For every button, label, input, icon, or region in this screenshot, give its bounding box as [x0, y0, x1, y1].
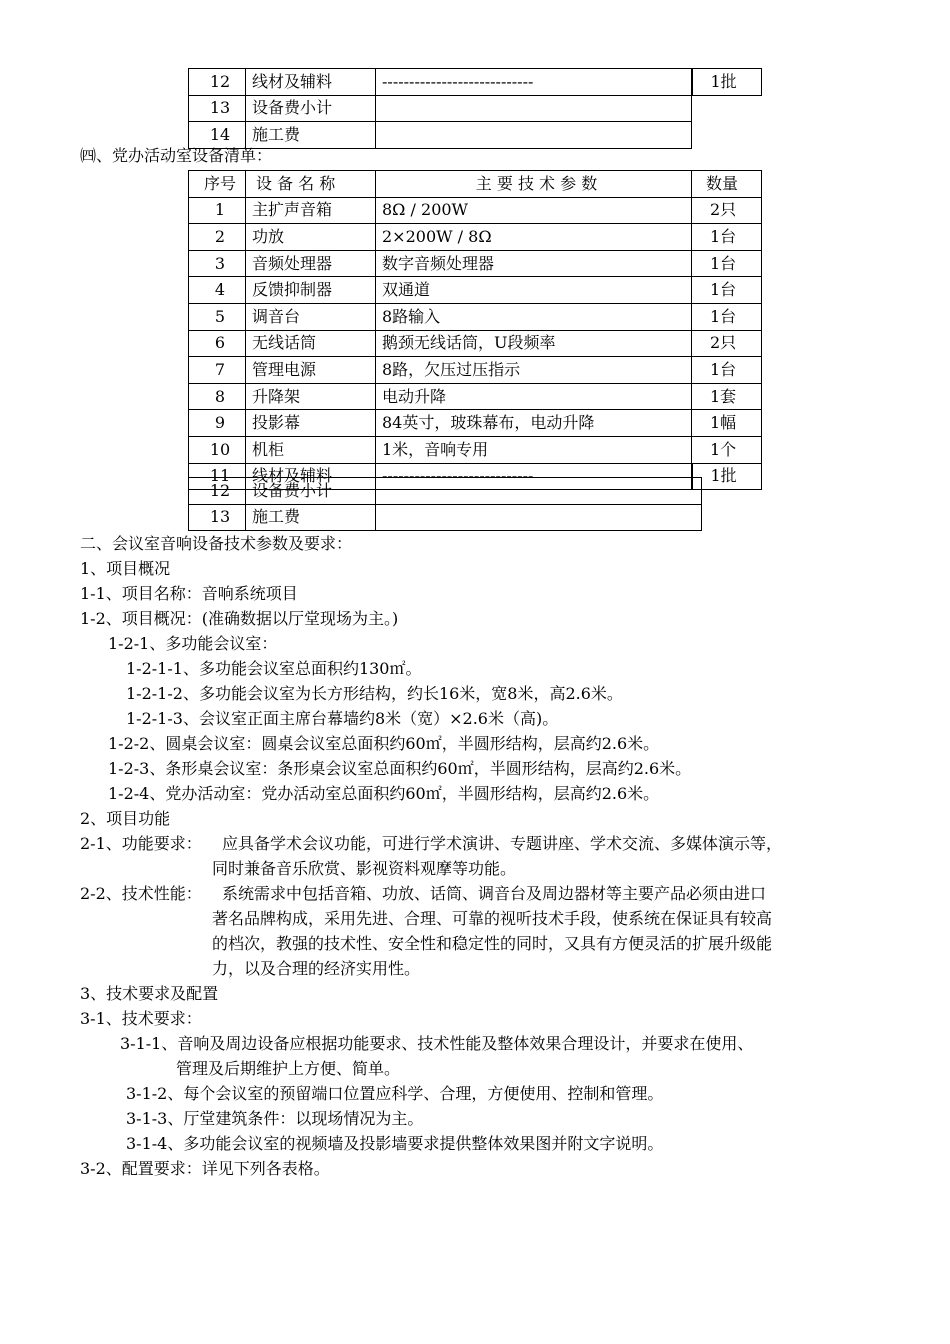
row-name: 主扩声音箱	[246, 197, 376, 224]
row-name: 升降架	[246, 383, 376, 410]
row-no: 2	[189, 224, 246, 251]
row-qty: 1台	[692, 277, 762, 304]
header-qty: 数量	[692, 171, 762, 198]
row-no: 11	[189, 463, 246, 490]
row-qty: 1幅	[692, 410, 762, 437]
row-no: 4	[189, 277, 246, 304]
table-row	[189, 250, 762, 277]
row-no: 3	[189, 250, 246, 277]
table-row	[189, 330, 762, 357]
row-name: 无线话筒	[246, 330, 376, 357]
row-name: 机柜	[246, 436, 376, 463]
technical-performance-line-1: 系统需求中包括音箱、功放、话筒、调音台及周边器材等主要产品必须由进口	[222, 884, 767, 903]
table-row	[189, 504, 702, 531]
row-param: 电动升降	[376, 383, 692, 410]
multi-function-room-curtain-wall: 1-2-1-3、会议室正面主席台幕墙约8米（宽）×2.6米（高)。	[126, 709, 559, 728]
table-top-continuation	[188, 68, 762, 149]
row-qty	[692, 95, 762, 122]
table-row	[189, 69, 762, 96]
row-param: 84英寸，玻珠幕布，电动升降	[376, 410, 692, 437]
row-qty: 1台	[692, 357, 762, 384]
tech-requirements-heading: 3-1、技术要求：	[80, 1009, 202, 1028]
row-no: 6	[189, 330, 246, 357]
project-name: 1-1、项目名称：音响系统项目	[80, 584, 298, 603]
heading-project-function: 2、项目功能	[80, 809, 171, 828]
row-name: 投影幕	[246, 410, 376, 437]
heading-section-2: 二、会议室音响设备技术参数及要求：	[80, 534, 353, 553]
row-name: 反馈抑制器	[246, 277, 376, 304]
row-qty: 1台	[692, 303, 762, 330]
function-requirement-line-2: 同时兼备音乐欣赏、影视资料观摩等功能。	[212, 859, 517, 878]
row-no: 12	[189, 478, 246, 505]
table-row	[189, 478, 702, 505]
row-name: 设备费小计	[246, 478, 376, 505]
technical-performance-label: 2-2、技术性能：	[80, 884, 202, 903]
function-requirement-label: 2-1、功能要求：	[80, 834, 202, 853]
row-no: 8	[189, 383, 246, 410]
technical-performance-line-4: 力，以及合理的经济实用性。	[212, 959, 421, 978]
row-param: 1米，音响专用	[376, 436, 692, 463]
table-row	[189, 122, 762, 149]
row-qty: 1个	[692, 436, 762, 463]
row-no: 7	[189, 357, 246, 384]
row-name: 施工费	[246, 122, 376, 149]
header-param: 主 要 技 术 参 数	[376, 171, 692, 198]
multi-function-room-heading: 1-2-1、多功能会议室：	[108, 634, 278, 653]
row-param: 数字音频处理器	[376, 250, 692, 277]
table-header-row	[189, 171, 762, 198]
row-qty: 1台	[692, 224, 762, 251]
table-party-room-totals	[188, 477, 702, 531]
table-row	[189, 303, 762, 330]
row-param	[376, 504, 702, 531]
row-param: ----------------------------	[376, 69, 692, 96]
row-name: 线材及辅料	[246, 69, 376, 96]
technical-performance-line-2: 著名品牌构成，采用先进、合理、可靠的视听技术手段，使系统在保证具有较高	[212, 909, 773, 928]
heading-tech-config: 3、技术要求及配置	[80, 984, 219, 1003]
party-activity-room: 1-2-4、党办活动室：党办活动室总面积约60㎡，半圆形结构，层高约2.6米。	[108, 784, 660, 803]
row-no: 13	[189, 95, 246, 122]
config-requirements: 3-2、配置要求：详见下列各表格。	[80, 1159, 330, 1178]
table-row	[189, 197, 762, 224]
row-qty: 1批	[692, 69, 762, 96]
row-qty: 1台	[692, 250, 762, 277]
table-row	[189, 436, 762, 463]
long-table-room: 1-2-3、条形桌会议室：条形桌会议室总面积约60㎡，半圆形结构，层高约2.6米。	[108, 759, 692, 778]
heading-project-overview: 1、项目概况	[80, 559, 171, 578]
table-row	[189, 410, 762, 437]
row-param	[376, 95, 692, 122]
row-no: 10	[189, 436, 246, 463]
header-name: 设 备 名 称	[246, 171, 376, 198]
tech-req-1-line-2: 管理及后期维护上方便、简单。	[176, 1059, 401, 1078]
row-no: 1	[189, 197, 246, 224]
tech-req-2: 3-1-2、每个会议室的预留端口位置应科学、合理，方便使用、控制和管理。	[126, 1084, 664, 1103]
technical-performance-line-3: 的档次，教强的技术性、安全性和稳定性的同时，又具有方便灵活的扩展升级能	[212, 934, 773, 953]
project-overview: 1-2、项目概况：(准确数据以厅堂现场为主。)	[80, 609, 399, 628]
row-name: 调音台	[246, 303, 376, 330]
table-row	[189, 277, 762, 304]
row-name: 功放	[246, 224, 376, 251]
row-param: 2×200W / 8Ω	[376, 224, 692, 251]
table-row	[189, 383, 762, 410]
multi-function-room-area: 1-2-1-1、多功能会议室总面积约130㎡。	[126, 659, 422, 678]
row-param: 8Ω / 200W	[376, 197, 692, 224]
tech-req-3: 3-1-3、厅堂建筑条件：以现场情况为主。	[126, 1109, 424, 1128]
row-name: 施工费	[246, 504, 376, 531]
table-row	[189, 357, 762, 384]
function-requirement-line-1: 应具备学术会议功能，可进行学术演讲、专题讲座、学术交流、多媒体演示等，	[222, 834, 783, 853]
multi-function-room-structure: 1-2-1-2、多功能会议室为长方形结构，约长16米，宽8米，高2.6米。	[126, 684, 623, 703]
row-param: 8路，欠压过压指示	[376, 357, 692, 384]
row-name: 线材及辅料	[246, 463, 376, 490]
header-no: 序号	[189, 171, 246, 198]
row-name: 设备费小计	[246, 95, 376, 122]
row-no: 9	[189, 410, 246, 437]
section-title-party-room: ㈣、党办活动室设备清单：	[80, 146, 273, 165]
table-row	[189, 95, 762, 122]
row-qty: 1批	[692, 463, 762, 490]
row-no: 13	[189, 504, 246, 531]
row-qty: 2只	[692, 197, 762, 224]
row-no: 5	[189, 303, 246, 330]
row-no: 14	[189, 122, 246, 149]
row-param: 8路输入	[376, 303, 692, 330]
row-param: 双通道	[376, 277, 692, 304]
row-qty: 2只	[692, 330, 762, 357]
table-party-room-equipment	[188, 170, 762, 490]
table-row	[189, 224, 762, 251]
row-name: 管理电源	[246, 357, 376, 384]
tech-req-1-line-1: 3-1-1、音响及周边设备应根据功能要求、技术性能及整体效果合理设计，并要求在使用、	[120, 1034, 754, 1053]
row-param	[376, 122, 692, 149]
row-param	[376, 478, 702, 505]
row-name: 音频处理器	[246, 250, 376, 277]
tech-req-4: 3-1-4、多功能会议室的视频墙及投影墙要求提供整体效果图并附文字说明。	[126, 1134, 664, 1153]
row-qty	[692, 122, 762, 149]
row-no: 12	[189, 69, 246, 96]
round-table-room: 1-2-2、圆桌会议室：圆桌会议室总面积约60㎡，半圆形结构，层高约2.6米。	[108, 734, 660, 753]
row-qty: 1套	[692, 383, 762, 410]
row-param: ----------------------------	[376, 463, 692, 490]
row-param: 鹅颈无线话筒，U段频率	[376, 330, 692, 357]
